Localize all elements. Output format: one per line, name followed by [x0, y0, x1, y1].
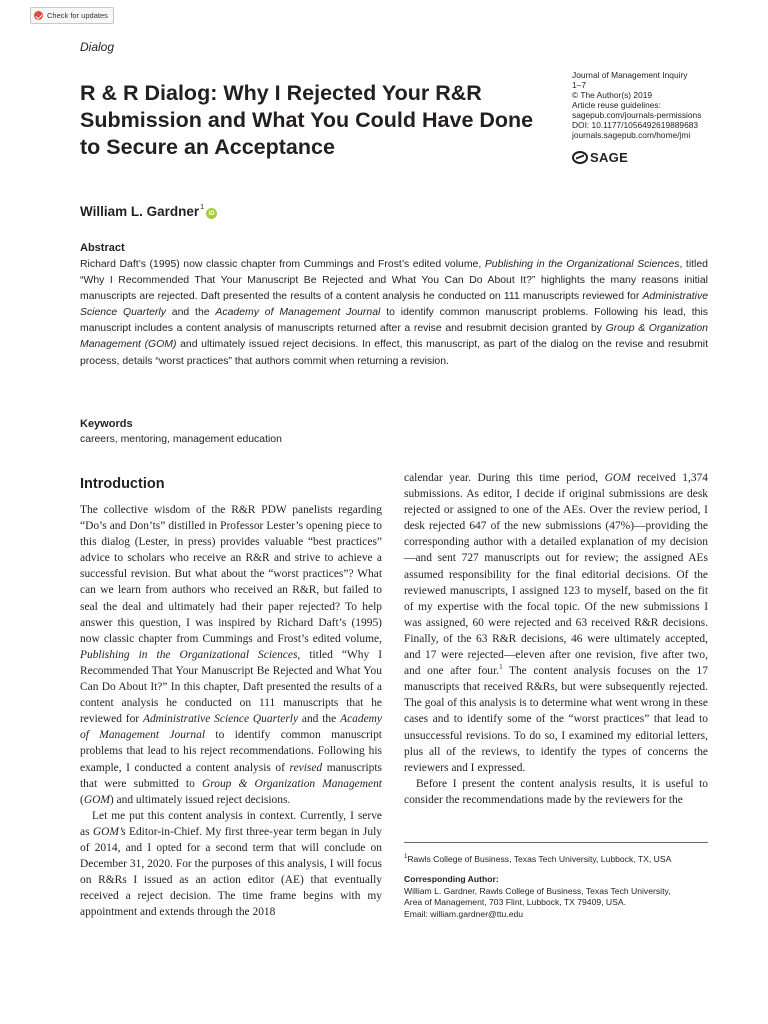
text-run: , titled “Why I Recommended That Your Manuscript Be Rejected and What You Can Do About It?” In this chapter, Daft presented the results of a content analysis he conducted on 111 manuscripts that he reviewed for: [80, 648, 382, 726]
text-run: to identify common manuscript problems. Following his lead, this manuscript includes a content analysis of manuscripts returned after a revise and resubmit decision granted by: [80, 307, 708, 335]
doi[interactable]: DOI: 10.1177/1056492619889683: [572, 120, 699, 130]
text-run: and the: [298, 713, 341, 726]
text-run: Richard Daft’s (1995) now classic chapter from Cummings and Frost’s edited volume,: [80, 259, 485, 270]
italic-text: Administrative Science Quarterly: [80, 291, 708, 319]
sage-logo-text: SAGE: [590, 150, 629, 165]
body-column-left: [80, 502, 382, 920]
check-for-updates-label: Check for updates: [47, 11, 108, 20]
copyright: © The Author(s) 2019: [572, 90, 653, 100]
italic-text: Academy of Management Journal: [80, 713, 382, 742]
italic-text: Administrative Science Quarterly: [142, 713, 299, 726]
keywords-text: careers, mentoring, management education: [80, 434, 282, 445]
orcid-icon[interactable]: iD: [206, 208, 217, 219]
abstract-text: [80, 257, 708, 370]
text-run: , titled “Why I Recommended That Your Manuscript Be Rejected and What You Can Do About It?” highlights the many reasons initial manuscripts are rejected. Daft presented the results of a content analysis he conducted on 111 manuscripts reviewed for: [80, 259, 708, 303]
text-run: calendar year. During this time period,: [404, 472, 605, 484]
text-run: (: [80, 793, 84, 806]
text-run: The collective wisdom of the R&R PDW panelists regarding “Do’s and Don’ts” distilled in Professor Lester’s opening piece to this dialog (Lester, in press) provides valuable “best practices” advice to scholars who receive an R&R and strive to achieve a successful revision. But what about the “worst practices”? What can we learn from authors who received an R&R, but failed to seal the deal and ultimately had their paper rejected? To help answer this question, I was inspired by Richard Daft’s (1995) now classic chapter from Cummings and Frost’s edited volume,: [80, 504, 382, 645]
text-run: Before I present the content analysis results, it is useful to consider the recommendations made by the reviewers for the: [404, 777, 708, 806]
body-paragraph: [404, 776, 708, 808]
article-title: R & R Dialog: Why I Rejected Your R&R Submission and What You Could Have Done to Secure an Acceptance: [80, 81, 534, 159]
text-run: to identify common manuscript problems that lead to his reject recommendations. Following his example, I conducted a content analysis of: [80, 729, 382, 774]
text-run: The content analysis focuses on the 17 manuscripts that received R&Rs, but were subsequently rejected. The goal of this analysis is to determine what went wrong in these cases and to identify some of the “worst practices” that lead to unsuccessful revisions. To do so, I examined my editorial letters, plus all of the reviews, to identify the types of concerns the reviewers and I expressed.: [404, 665, 708, 774]
section-label: Dialog: [80, 40, 115, 54]
text-run: manuscripts that were submitted to: [80, 761, 383, 790]
text-run: and ultimately issued reject decisions. In effect, this manuscript, as part of the dialog on the revise and resubmit process, details “worst practices” that authors commit when returning a revision.: [80, 339, 708, 367]
text-run: Editor-in-Chief. My first three-year term began in July of 2014, and I opted for a second term that will conclude on December 31, 2020. For the purposes of this analysis, I will focus on R&Rs I issued as an action editor (AE) that eventually received a reject decision. The time frame begins with my appointment and extends through the 2018: [80, 825, 382, 919]
corresponding-author-line: Area of Management, 703 Flint, Lubbock, TX 79409, USA.: [404, 897, 626, 908]
body-paragraph: [80, 808, 382, 921]
body-column-right: [404, 470, 708, 808]
journal-info: [572, 70, 742, 140]
check-updates-icon: [34, 11, 43, 20]
text-run: and the: [165, 307, 216, 319]
text-run: Let me put this content analysis in context. Currently, I serve as: [80, 809, 382, 838]
corresponding-author-line: William L. Gardner, Rawls College of Business, Texas Tech University,: [404, 885, 671, 896]
sage-logo: [572, 150, 628, 165]
italic-text: Publishing in the Organizational Sciences: [484, 259, 680, 270]
italic-text: revised: [289, 761, 323, 774]
italic-text: Publishing in the Organizational Sciences: [80, 648, 298, 661]
introduction-heading: Introduction: [80, 476, 165, 492]
footnotes: [404, 852, 724, 920]
italic-text: Group & Organization Management (GOM): [80, 323, 708, 351]
permissions-link[interactable]: sagepub.com/journals-permissions: [572, 110, 702, 120]
page-range: 1–7: [572, 80, 586, 90]
corresponding-author-email[interactable]: Email: william.gardner@ttu.edu: [404, 908, 524, 919]
italic-text: GOM: [604, 472, 631, 484]
affiliation-footnote: [404, 852, 724, 865]
italic-text: GOM’s: [92, 825, 126, 838]
journal-name: Journal of Management Inquiry: [572, 70, 688, 80]
abstract-heading: Abstract: [80, 242, 125, 254]
italic-text: Academy of Management Journal: [215, 307, 381, 319]
sage-logo-icon: [572, 151, 588, 164]
affiliation-footnote-mark: 1: [404, 854, 408, 860]
text-run: ) and ultimately issued reject decisions.: [109, 793, 291, 806]
text-run: received 1,374 submissions. As editor, I decide if original submissions are desk rejected or assigned to one of the AEs. Over the review period, I desk rejected 647 of the new submissions (47%)—providing the corresponding author with a detailed explanation of my decision—and sent 727 manuscripts out for review; the assigned AEs assumed responsibility for the final editorial decisions. Of the reviewed manuscripts, I assigned 123 to myself, based on the fit of my expertise with the focal topic. Of the new submissions I was assigned, 60 were rejected and 63 received R&R decisions. Finally, of the 63 R&R decisions, 46 were ultimately accepted, and 17 were rejected—eleven after one revision, five after two, and one after four.: [404, 472, 708, 678]
italic-text: GOM: [83, 793, 110, 806]
body-paragraph: [80, 502, 382, 808]
corresponding-author-heading: Corresponding Author:: [404, 874, 499, 885]
footnote-divider: [404, 842, 708, 843]
keywords-heading: Keywords: [80, 418, 133, 430]
check-for-updates-button[interactable]: [30, 7, 114, 24]
author-name: William L. Gardner: [80, 204, 200, 219]
journal-homepage-link[interactable]: journals.sagepub.com/home/jmi: [572, 130, 691, 140]
body-paragraph: [404, 470, 708, 776]
footnote-reference[interactable]: 1: [499, 663, 503, 672]
affiliation-text: Rawls College of Business, Texas Tech University, Lubbock, TX, USA: [407, 853, 672, 864]
reuse-label: Article reuse guidelines:: [572, 100, 661, 110]
italic-text: Group & Organization Management: [201, 777, 382, 790]
author-affiliation-mark: 1: [200, 204, 205, 211]
author-line: [80, 204, 217, 219]
